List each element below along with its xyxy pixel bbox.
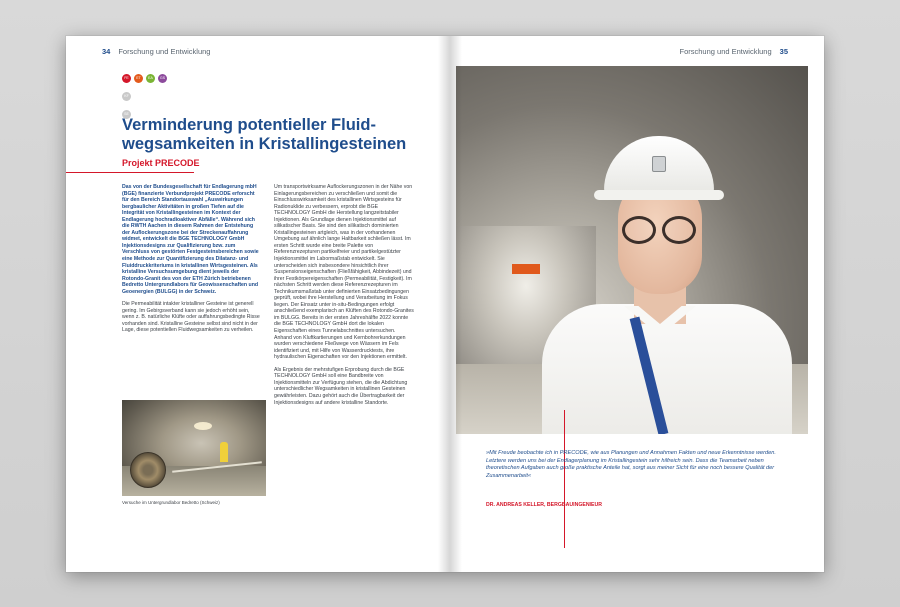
tunnel-photo (122, 400, 266, 496)
topic-tag-fe: FE (122, 74, 131, 83)
intro-paragraph: Das von der Bundesgesellschaft für Endlagerung mbH (BGE) finanzierte Verbundprojekt PRECODE erforscht für den Bereich Standortauswahl „Auswirkungen bergbaulicher Aktivitäten in großen Tiefen auf die Integrität von Kristallingesteinen im Kontext der Endlagerung hochradioaktiver Abfälle“. Während sich die RWTH Aachen in diesem Rahmen der Entstehung der Auflockerungszone bei der Streckenauffahrung widmet, entwickelt die BGE TECHNOLOGY GmbH Injektionsdesigns zur Qualifizierung bzw. zum Verschluss von gestörten Festgesteinsbereichen sowie eine Methode zur Quantifizierung des Dilatanz- und Fluiddruckkriteriums in kristallinen Wirtsgesteinen. Als kristalline Versuchsumgebung dient jeweils der Rotondo-Granit des von der ETH Zürich betriebenen Bedretto Untergrundlabors für Geowissenschaften und Geoenergien (BULGG) in der Schweiz. (122, 184, 259, 295)
cable-spool (130, 452, 166, 488)
portrait-photo (456, 66, 808, 434)
hard-hat-brim (594, 190, 724, 200)
glasses-icon (662, 216, 696, 244)
quote-author: DR. ANDREAS KELLER, BERGBAUINGENIEUR (486, 502, 602, 508)
text-column-1 (122, 184, 262, 340)
glasses-icon (622, 216, 656, 244)
left-page-number: 34 (102, 47, 111, 56)
right-section-label: Forschung und Entwicklung (679, 47, 772, 56)
right-page-number: 35 (779, 47, 788, 56)
body-paragraph: Um transportwirksame Auflockerungszonen in der Nähe von Einlagerungsbereichen zu verschließen und somit die Einschlusswirksamkeit des kristallinen Wirtsgesteins für Radionuklide zu verbessern, erprobt die BGE TECHNOLOGY GmbH die Herstellung langzeitstabiler Injektionen. Als Grundlage dienen Injektionsmittel auf silikatischer Basis. Sie sind den silikatisch dominierten Kristallingesteinen artgleich, was in der vorhandenen Umgebung auf ähnlich lange Haltbarkeit schließen lässt. Im ersten Schritt wurde eine breite Palette von Referenzrezepturen partikelfreier und partikelgestützter Injektionsmittel im Labormaßstab entwickelt. Sie unterscheiden sich insbesondere hinsichtlich ihrer Suspensionseigenschaften (Fließfähigkeit, Abbindezeit) und ihrer Festkörpereigenschaften (Permeabilität, Festigkeit). Im nächsten Schritt werden diese Referenzrezepturen im Technikumsmaßstab unter definierten Einsatzbedingungen geprüft, wobei ihre Herstellung und Verarbeitung im Fokus liegen. Der Einsatz unter in-situ-Bedingungen erfolgt anschließend exemplarisch an Klüften des Rotondo-Granites im BULGG. Bereits in der ersten Jahreshälfte 2022 konnte die BGE TECHNOLOGY GmbH dort die lokalen Eigenschaften eines Tunnelabschnittes untersuchen. Anhand von Kluftkartierungen und Kernbohrerkundungen wurden verschiedene Fließwege von Wässern im Fels identifiziert und, mit Hilfe von Wasserdrucktests, ihre hydraulischen Eigenschaften vor den Injektionen ermittelt. (274, 184, 414, 361)
left-page (66, 36, 450, 572)
tunnel-light (194, 422, 212, 430)
magazine-spread (66, 36, 824, 572)
photo-caption: Versuche im Untergrundlabor Bedretto (Schweiz) (122, 500, 220, 505)
left-page-header (102, 47, 210, 56)
topic-tag-kf: KF (122, 92, 131, 101)
pull-quote: »Mit Freude beobachte ich in PRECODE, wie aus Planungen und Annahmen Fakten und neue Erkenntnisse werden. Letztere werden uns bei der Endlagerplanung im Kristallingestein sehr hilfreich sein. Dass die Teamarbeit neben theoretischen Aufgaben auch große praktische Anteile hat, sorgt aus meiner Sicht für eine noch bessere Qualität der Zusammenarbeit« (486, 450, 776, 479)
article-title: Verminderung potentieller Fluidwegsamkeiten in Kristallingesteinen (122, 116, 407, 153)
right-page-header (680, 47, 788, 56)
worker-figure (220, 442, 228, 462)
topic-tag-gs: GS (158, 74, 167, 83)
topic-tag-ea: EA (146, 74, 155, 83)
article-subtitle: Projekt PRECODE (122, 158, 200, 168)
orange-machine (512, 264, 540, 274)
helmet-lamp-icon (652, 156, 666, 172)
topic-tag-et: ET (134, 74, 143, 83)
body-paragraph: Als Ergebnis der mehrstufigen Erprobung durch die BGE TECHNOLOGY GmbH soll eine Bandbreite von Injektionsmitteln zur Verfügung stehen, die die Abdichtung unterschiedlicher Wegsamkeiten in kristallinen Gesteinen gewährleisten. Dazu gehört auch die Übertragbarkeit der Injektionsdesigns auf andere kristalline Standorte. (274, 366, 408, 406)
title-divider (66, 172, 194, 173)
topic-tag-se: SE (122, 110, 131, 119)
left-section-label: Forschung und Entwicklung (118, 47, 211, 56)
text-column-2 (274, 184, 414, 412)
right-page (450, 36, 824, 572)
body-paragraph: Die Permeabilität intakter kristalliner Gesteine ist generell gering. Im Gebirgsverband kann sie jedoch erhöht sein, wenn z. B. natürliche Klüfte oder auffahrungsbedingte Risse vorhanden sind. Kristalline Gesteine selbst sind nicht in der Lage, diese potentiellen Fluidwegsamkeiten zu verheilen. (122, 301, 260, 334)
